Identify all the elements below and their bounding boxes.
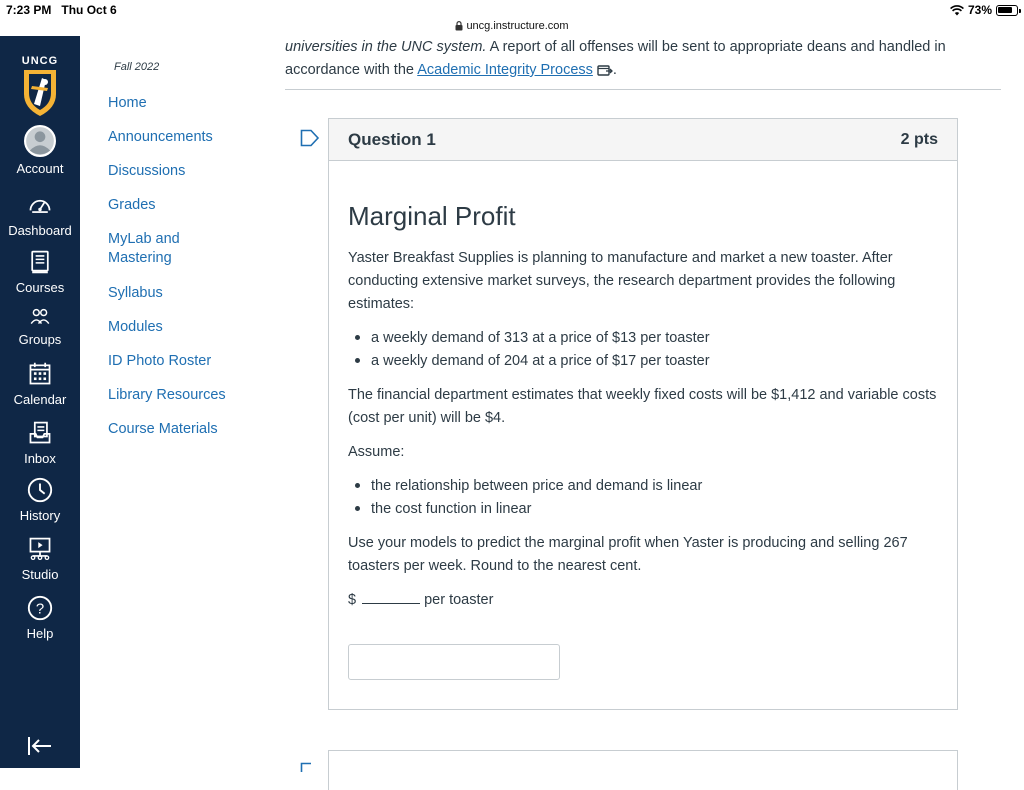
quiz-instructions <box>285 36 985 82</box>
question-title: Marginal Profit <box>348 201 516 231</box>
external-link-icon <box>597 64 613 76</box>
content-divider <box>285 89 1001 90</box>
bullet-dot <box>355 506 360 511</box>
groups-people-icon <box>27 306 53 328</box>
history-clock-icon <box>26 476 54 504</box>
question-card <box>328 118 958 710</box>
estimate-text: a weekly demand of 204 at a price of $17 per toaster <box>371 353 710 369</box>
bullet-dot <box>355 483 360 488</box>
quiz-content <box>280 36 1024 768</box>
status-time: 7:23 PM Thu Oct 6 <box>6 3 117 17</box>
estimate-item <box>355 350 710 373</box>
collapse-nav-icon[interactable] <box>26 734 54 758</box>
answer-prompt <box>348 589 938 612</box>
nav-label: Groups <box>18 332 62 347</box>
nav-studio[interactable] <box>0 535 80 582</box>
course-nav-id-photo-roster[interactable]: ID Photo Roster <box>108 353 212 369</box>
flag-question-icon-next[interactable] <box>300 762 320 772</box>
url-text: uncg.instructure.com <box>466 20 569 32</box>
answer-blank-line <box>362 590 420 604</box>
nav-label: Dashboard <box>8 223 72 238</box>
course-nav-modules[interactable]: Modules <box>108 319 163 335</box>
question-paragraph-1: Yaster Breakfast Supplies is planning to manufacture and market a new toaster. After conducting extensive market surveys, the research department provides the following estimates: <box>348 250 896 312</box>
question-points: 2 pts <box>900 131 938 148</box>
uncg-logo[interactable] <box>0 42 80 124</box>
course-nav-course-materials[interactable]: Course Materials <box>108 421 218 437</box>
battery-percent: 73% <box>967 3 992 17</box>
intro-text: A report of all offenses will be sent to appropriate deans and handled in accordance with the <box>285 39 946 78</box>
battery-icon <box>996 5 1018 16</box>
course-term: Fall 2022 <box>114 61 160 73</box>
estimate-item <box>355 327 710 350</box>
nav-account[interactable] <box>0 125 80 176</box>
question-paragraph-2: The financial department estimates that weekly fixed costs will be $1,412 and variable costs (cost per unit) will be $4. <box>348 387 937 426</box>
inbox-icon <box>27 419 53 447</box>
nav-label: Studio <box>21 567 59 582</box>
calendar-icon <box>27 360 53 388</box>
wifi-icon <box>950 5 964 16</box>
studio-icon <box>27 535 53 563</box>
course-nav-discussions[interactable]: Discussions <box>108 163 186 179</box>
question-name: Question 1 <box>348 130 436 149</box>
nav-label: History <box>19 508 61 523</box>
nav-history[interactable] <box>0 476 80 523</box>
flag-question-icon[interactable] <box>300 129 320 147</box>
assumption-text: the cost function in linear <box>371 501 532 517</box>
course-nav-home[interactable]: Home <box>108 95 147 111</box>
lock-icon <box>455 21 463 31</box>
bullet-dot <box>355 335 360 340</box>
question-paragraph-3: Use your models to predict the marginal profit when Yaster is producing and selling 267 toasters per week. Round to the nearest cent. <box>348 535 908 574</box>
nav-calendar[interactable] <box>0 360 80 407</box>
assumption-item <box>355 498 531 521</box>
courses-book-icon <box>27 248 53 276</box>
assumption-item <box>355 475 702 498</box>
answer-input[interactable] <box>348 644 560 680</box>
assumption-text: the relationship between price and demand is linear <box>371 478 703 494</box>
svg-text:?: ? <box>35 600 45 618</box>
nav-label: Calendar <box>13 392 67 407</box>
ios-status-bar <box>0 0 1024 18</box>
nav-label: Inbox <box>24 451 56 466</box>
status-date: Thu Oct 6 <box>61 3 117 17</box>
per-toaster-label: per toaster <box>424 592 494 608</box>
browser-url-bar[interactable] <box>0 18 1024 36</box>
global-navigation <box>0 36 80 768</box>
help-question-icon <box>26 594 54 622</box>
bullet-dot <box>355 358 360 363</box>
academic-integrity-link[interactable]: Academic Integrity Process <box>417 62 593 78</box>
course-nav-syllabus[interactable]: Syllabus <box>108 285 163 301</box>
course-nav-mylab[interactable]: MyLab and Mastering <box>108 231 180 266</box>
nav-label: Account <box>16 161 64 176</box>
nav-groups[interactable] <box>0 306 80 347</box>
course-nav-library-resources[interactable]: Library Resources <box>108 387 226 403</box>
assume-label: Assume: <box>348 444 405 460</box>
dashboard-gauge-icon <box>27 193 53 219</box>
dollar-sign: $ <box>348 592 357 608</box>
logo-text: UNCG <box>21 55 59 67</box>
question-header <box>329 119 957 161</box>
estimate-text: a weekly demand of 313 at a price of $13 per toaster <box>371 330 710 346</box>
course-nav-announcements[interactable]: Announcements <box>108 129 213 145</box>
status-right <box>950 3 1018 17</box>
nav-dashboard[interactable] <box>0 193 80 238</box>
account-avatar-icon <box>24 125 56 157</box>
course-nav-grades[interactable]: Grades <box>108 197 156 213</box>
course-navigation <box>80 36 280 768</box>
nav-courses[interactable] <box>0 248 80 295</box>
nav-label: Courses <box>15 280 65 295</box>
intro-italic-text: universities in the UNC system. <box>285 39 487 55</box>
next-question-card <box>328 750 958 790</box>
nav-help[interactable] <box>0 594 80 641</box>
intro-end: . <box>612 62 617 78</box>
nav-label: Help <box>26 626 54 641</box>
nav-inbox[interactable] <box>0 419 80 466</box>
